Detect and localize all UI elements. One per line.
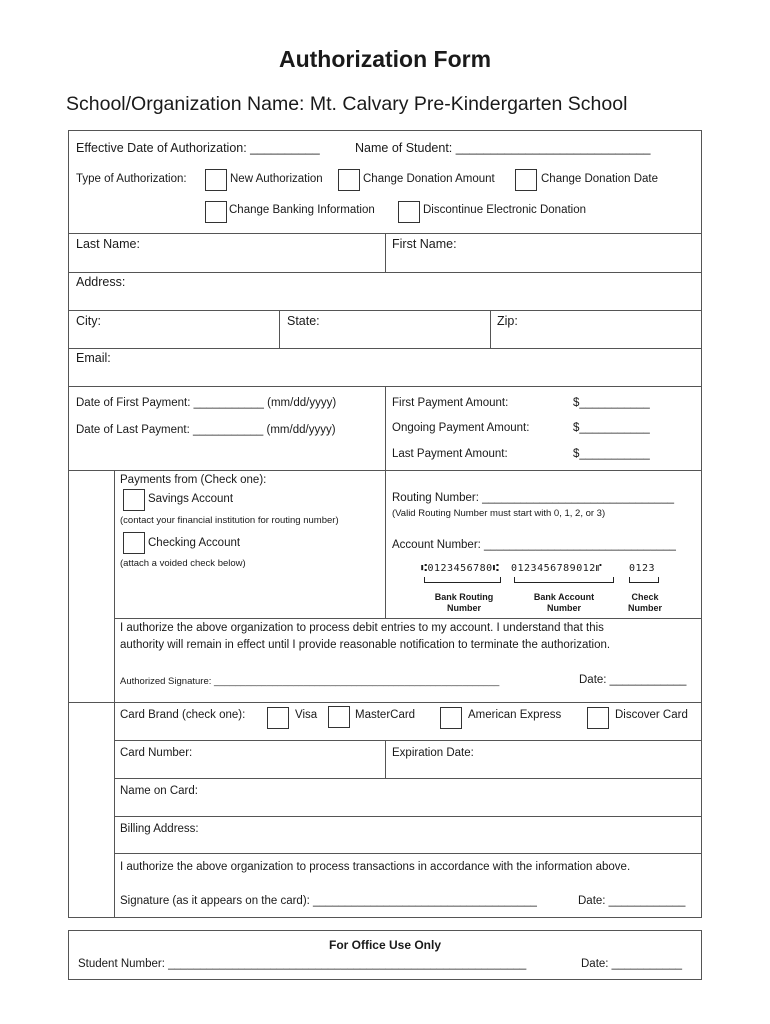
- divider: [490, 310, 491, 348]
- divider: [114, 853, 701, 854]
- micr-account-number: 0123456789012⑈: [511, 563, 603, 574]
- checking-account-checkbox[interactable]: [123, 532, 145, 554]
- billing-address-field[interactable]: Billing Address:: [120, 823, 199, 835]
- visa-checkbox[interactable]: [267, 707, 289, 729]
- state-field[interactable]: State:: [287, 314, 320, 328]
- routing-bracket: [424, 577, 501, 583]
- bank-account-number-caption: Bank Account Number: [533, 592, 595, 613]
- change-donation-date-label: Change Donation Date: [541, 173, 658, 185]
- effective-date-field[interactable]: Effective Date of Authorization: __________: [76, 141, 320, 155]
- discontinue-electronic-donation-label: Discontinue Electronic Donation: [423, 204, 587, 216]
- divider: [114, 778, 701, 779]
- account-number-field[interactable]: Account Number: ______________________________: [392, 539, 676, 551]
- ongoing-payment-amount-label: Ongoing Payment Amount:: [392, 422, 530, 434]
- micr-check-number: 0123: [629, 563, 656, 574]
- card-authorization-text: I authorize the above organization to process transactions in accordance with the information above.: [120, 861, 631, 873]
- last-name-field[interactable]: Last Name:: [76, 237, 140, 251]
- savings-note: (contact your financial institution for routing number): [120, 515, 339, 526]
- student-name-field[interactable]: Name of Student: ____________________________: [355, 141, 651, 155]
- payments-from-label: Payments from (Check one):: [120, 474, 267, 486]
- change-donation-amount-label: Change Donation Amount: [363, 173, 495, 185]
- check-number-caption: Check Number: [627, 592, 662, 613]
- first-payment-date-field[interactable]: Date of First Payment: ___________ (mm/dd/yyyy): [76, 397, 337, 409]
- new-authorization-label: New Authorization: [230, 173, 323, 185]
- mastercard-label: MasterCard: [355, 709, 416, 721]
- office-date-field[interactable]: Date: ___________: [581, 958, 683, 970]
- change-donation-date-checkbox[interactable]: [515, 169, 537, 191]
- divider: [385, 233, 386, 272]
- last-payment-date-field[interactable]: Date of Last Payment: ___________ (mm/dd/yyyy): [76, 424, 336, 436]
- divider: [385, 740, 386, 778]
- divider: [69, 272, 701, 273]
- card-number-field[interactable]: Card Number:: [120, 747, 193, 759]
- divider: [114, 816, 701, 817]
- last-payment-amount-field[interactable]: $___________: [573, 448, 650, 460]
- savings-account-label: Savings Account: [148, 493, 234, 505]
- checking-account-label: Checking Account: [148, 537, 241, 549]
- bank-routing-number-caption: Bank Routing Number: [434, 592, 494, 613]
- city-field[interactable]: City:: [76, 314, 101, 328]
- discontinue-electronic-donation-checkbox[interactable]: [398, 201, 420, 223]
- card-brand-label: Card Brand (check one):: [120, 709, 246, 721]
- email-field[interactable]: Email:: [76, 351, 111, 365]
- american-express-checkbox[interactable]: [440, 707, 462, 729]
- student-number-field[interactable]: Student Number: ________________________________________________________: [78, 958, 527, 970]
- authorized-signature-date-field[interactable]: Date: ____________: [579, 674, 687, 686]
- debit-authorization-text-line2: authority will remain in effect until I provide reasonable notification to terminate the authorization.: [120, 639, 611, 651]
- check-bracket: [629, 577, 659, 583]
- change-banking-information-label: Change Banking Information: [229, 204, 375, 216]
- divider: [385, 470, 386, 618]
- divider: [69, 310, 701, 311]
- new-authorization-checkbox[interactable]: [205, 169, 227, 191]
- discover-card-checkbox[interactable]: [587, 707, 609, 729]
- first-name-field[interactable]: First Name:: [392, 237, 457, 251]
- divider: [69, 348, 701, 349]
- account-bracket: [514, 577, 614, 583]
- change-donation-amount-checkbox[interactable]: [338, 169, 360, 191]
- first-payment-amount-field[interactable]: $___________: [573, 397, 650, 409]
- divider: [69, 702, 701, 703]
- authorization-form-frame: [68, 130, 702, 918]
- form-title: Authorization Form: [278, 46, 492, 72]
- mastercard-checkbox[interactable]: [328, 706, 350, 728]
- name-on-card-field[interactable]: Name on Card:: [120, 785, 198, 797]
- organization-name: School/Organization Name: Mt. Calvary Pre-Kindergarten School: [66, 93, 628, 115]
- expiration-date-field[interactable]: Expiration Date:: [392, 747, 474, 759]
- card-signature-field[interactable]: Signature (as it appears on the card): ___________________________________: [120, 895, 537, 907]
- divider: [385, 386, 386, 470]
- divider: [114, 618, 701, 619]
- savings-account-checkbox[interactable]: [123, 489, 145, 511]
- american-express-label: American Express: [468, 709, 562, 721]
- last-payment-amount-label: Last Payment Amount:: [392, 448, 508, 460]
- zip-field[interactable]: Zip:: [497, 314, 518, 328]
- routing-number-note: (Valid Routing Number must start with 0, 1, 2, or 3): [392, 508, 606, 519]
- checking-note: (attach a voided check below): [120, 558, 246, 569]
- type-of-authorization-label: Type of Authorization:: [76, 173, 187, 185]
- first-payment-amount-label: First Payment Amount:: [392, 397, 509, 409]
- card-signature-date-field[interactable]: Date: ____________: [578, 895, 686, 907]
- divider: [114, 470, 115, 702]
- micr-routing-number: ⑆0123456780⑆: [421, 563, 500, 574]
- divider: [114, 702, 115, 917]
- office-use-heading: For Office Use Only: [328, 938, 442, 952]
- routing-number-field[interactable]: Routing Number: ______________________________: [392, 492, 674, 504]
- divider: [279, 310, 280, 348]
- divider: [114, 740, 701, 741]
- authorized-signature-field[interactable]: Authorized Signature: ______________________________________________________: [120, 676, 500, 687]
- office-use-box: [68, 930, 702, 980]
- discover-card-label: Discover Card: [615, 709, 688, 721]
- ongoing-payment-amount-field[interactable]: $___________: [573, 422, 650, 434]
- visa-label: Visa: [295, 709, 318, 721]
- change-banking-information-checkbox[interactable]: [205, 201, 227, 223]
- address-field[interactable]: Address:: [76, 275, 126, 289]
- debit-authorization-text-line1: I authorize the above organization to process debit entries to my account. I understand that this: [120, 622, 604, 634]
